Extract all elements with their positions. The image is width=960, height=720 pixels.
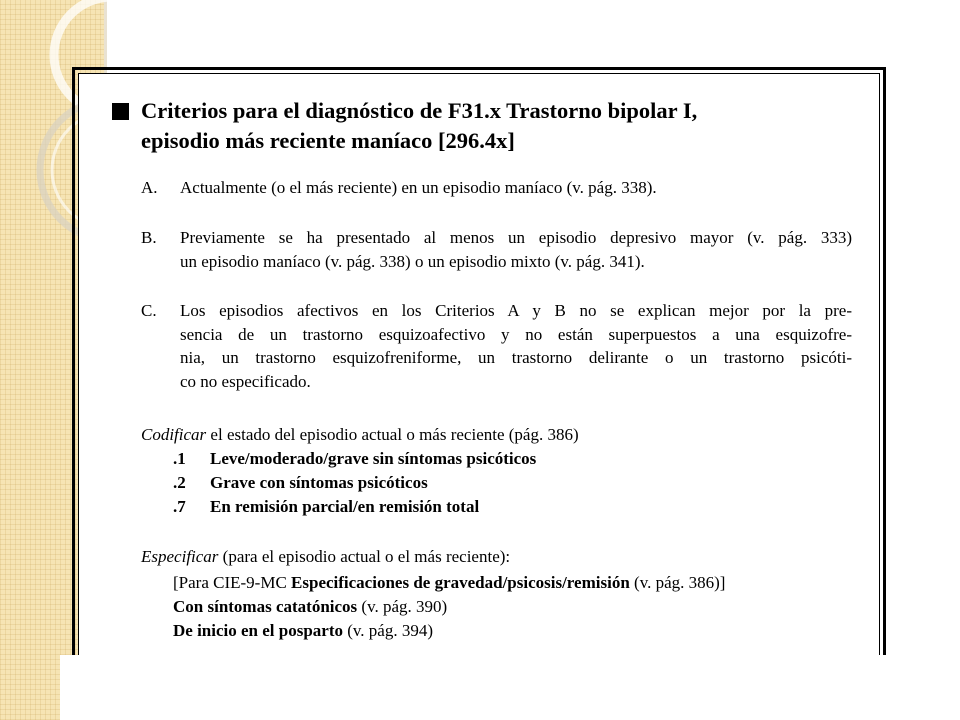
criterion-a-line-1: Actualmente (o el más reciente) en un episodio maníaco (v. pág. 338). bbox=[180, 178, 657, 197]
criterion-c-line-4: co no especificado. bbox=[180, 371, 311, 391]
specifier-item-bold: Con síntomas catatónicos bbox=[173, 597, 358, 616]
criterion-b-letter: B. bbox=[141, 228, 157, 247]
criterion-c-letter: C. bbox=[141, 301, 157, 320]
document-heading bbox=[141, 96, 697, 156]
specifier-item bbox=[173, 619, 433, 643]
criterion-b-line-2: un episodio maníaco (v. pág. 338) o un episodio mixto (v. pág. 341). bbox=[180, 251, 645, 271]
cie-bold: Especificaciones de gravedad/psicosis/remisión bbox=[291, 573, 630, 592]
specify-lead-italic: Especificar bbox=[141, 547, 219, 566]
heading-bullet-square bbox=[112, 103, 129, 120]
cie-post: (v. pág. 386)] bbox=[629, 573, 726, 592]
code-number: .1 bbox=[173, 449, 186, 468]
specifier-item-bold: De inicio en el posparto bbox=[173, 621, 343, 640]
code-label: En remisión parcial/en remisión total bbox=[210, 497, 480, 516]
code-label: Grave con síntomas psicóticos bbox=[210, 473, 428, 492]
criterion-c-line-2: sencia de un trastorno esquizoafectivo y no están superpuestos a una esquizofre- bbox=[180, 324, 852, 344]
specifier-item-rest: (v. pág. 394) bbox=[343, 621, 434, 640]
specify-lead-rest: (para el episodio actual o el más reciente): bbox=[218, 547, 511, 566]
specify-lead bbox=[141, 545, 510, 569]
criterion-c-text bbox=[180, 299, 852, 393]
specifier-item-rest: (v. pág. 390) bbox=[357, 597, 448, 616]
code-number: .2 bbox=[173, 473, 186, 492]
criterion-a-text bbox=[180, 176, 852, 200]
criterion-c-line-1: Los episodios afectivos en los Criterios A y B no se explican mejor por la pre- bbox=[180, 301, 852, 320]
code-label: Leve/moderado/grave sin síntomas psicóticos bbox=[210, 449, 537, 468]
cie-specifier-line bbox=[173, 571, 725, 595]
code-number: .7 bbox=[173, 497, 186, 516]
coding-lead bbox=[141, 423, 579, 447]
criterion-c-line-3: nia, un trastorno esquizofreniforme, un trastorno delirante o un trastorno psicóti- bbox=[180, 348, 852, 367]
criterion-a-letter: A. bbox=[141, 178, 158, 197]
cie-pre: [Para CIE-9-MC bbox=[173, 573, 292, 592]
heading-line-1: Criterios para el diagnóstico de F31.x Trastorno bipolar I, bbox=[141, 98, 698, 123]
heading-line-2: episodio más reciente maníaco [296.4x] bbox=[141, 128, 515, 153]
specifier-item bbox=[173, 595, 447, 619]
page-bottom-margin bbox=[60, 655, 900, 720]
coding-lead-italic: Codificar bbox=[141, 425, 207, 444]
criterion-b-line-1: Previamente se ha presentado al menos un episodio depresivo mayor (v. pág. 333) bbox=[180, 228, 852, 247]
criterion-b-text bbox=[180, 226, 852, 273]
coding-lead-rest: el estado del episodio actual o más reciente (pág. 386) bbox=[206, 425, 579, 444]
